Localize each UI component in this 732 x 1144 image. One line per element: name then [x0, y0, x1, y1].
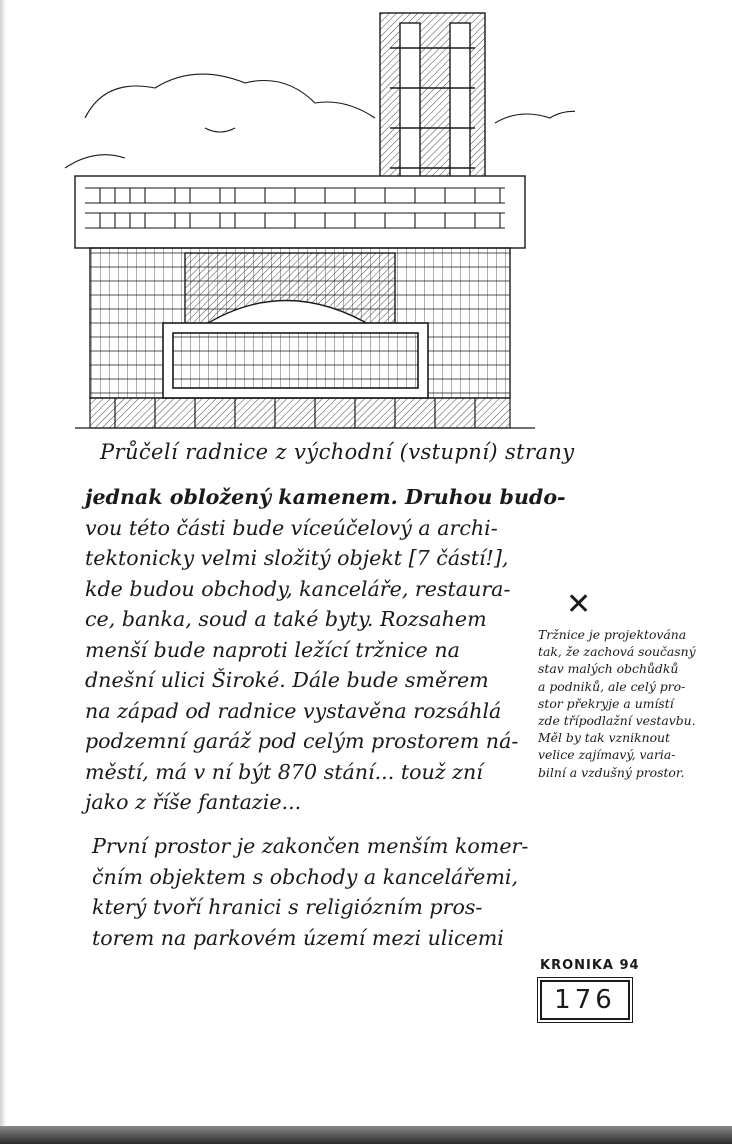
chronicle-label: KRONIKA 94	[540, 958, 640, 973]
body-line: vou této části bude víceúčelový a archi-	[85, 515, 498, 540]
page-spine-edge	[0, 0, 6, 1144]
upper-block	[75, 176, 525, 248]
note-line: stav malých obchůdků	[538, 661, 679, 677]
page-number: 176	[540, 980, 630, 1020]
body-line: jako z říše fantazie...	[85, 790, 302, 814]
note-line: velice zajímavý, varia-	[538, 747, 676, 763]
note-line: tak, že zachová současný	[538, 644, 696, 660]
note-line: Tržnice je projektována	[538, 627, 687, 642]
body-paragraph-1	[85, 482, 566, 818]
body-line: kde budou obchody, kanceláře, restaura-	[85, 576, 511, 601]
front-canopy	[163, 323, 428, 398]
footnote-cross-mark: ✕	[566, 587, 592, 622]
body-line: tektonicky velmi složitý objekt [7 částí!],	[85, 546, 509, 570]
sketch-caption: Průčelí radnice z východní (vstupní) strany	[100, 440, 575, 464]
note-line: a podniků, ale celý pro-	[538, 678, 686, 694]
tower	[380, 13, 485, 193]
body-line: jednak obložený kamenem. Druhou budo-	[85, 485, 566, 509]
body-line: čním objektem s obchody a kancelářemi,	[92, 864, 519, 889]
body-line: který tvoří hranici s religiózním pros-	[92, 895, 483, 919]
body-line: První prostor je zakončen menším komer-	[92, 834, 529, 858]
body-paragraph-2	[92, 831, 542, 953]
body-line: menší bude naproti ležící tržnice na	[85, 637, 460, 662]
body-line: dnešní ulici Široké. Dále bude směrem	[85, 668, 489, 692]
town-hall-sketch	[55, 8, 575, 433]
body-line: torem na parkovém území mezi ulicemi	[92, 925, 504, 950]
note-line: bilní a vzdušný prostor.	[538, 764, 685, 780]
body-line: podzemní garáž pod celým prostorem ná-	[85, 729, 519, 753]
body-line: na západ od radnice vystavěna rozsáhlá	[85, 698, 502, 723]
clouds	[65, 74, 575, 168]
margin-note	[538, 626, 732, 781]
body-line: městí, má v ní být 870 stání... touž zní	[85, 759, 483, 784]
page-bottom-edge	[0, 1126, 732, 1144]
note-line: Měl by tak vzniknout	[538, 730, 670, 746]
note-line: stor překryje a umístí	[538, 695, 674, 711]
note-line: zde třípodlažní vestavbu.	[538, 713, 696, 729]
body-line: ce, banka, soud a také byty. Rozsahem	[85, 607, 487, 631]
ground-floor	[75, 398, 535, 428]
